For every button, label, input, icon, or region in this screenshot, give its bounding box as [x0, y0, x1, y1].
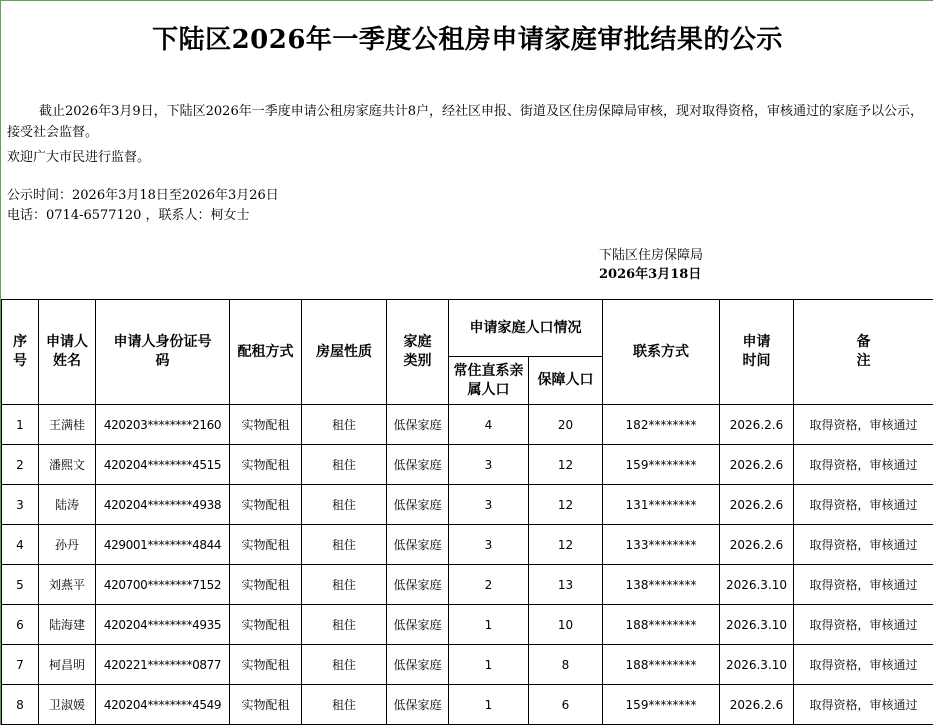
table-row [2, 445, 933, 485]
cell-resident: 1 [449, 645, 529, 685]
header-id [96, 300, 230, 405]
cell-date: 2026.3.10 [720, 645, 794, 685]
header-remark [794, 300, 933, 405]
cell-remark: 取得资格，审核通过 [794, 405, 933, 445]
cell-resident: 1 [449, 605, 529, 645]
table-body [2, 405, 933, 725]
cell-guaranteed: 12 [529, 525, 603, 565]
cell-remark: 取得资格，审核通过 [794, 605, 933, 645]
period-line: 公示时间：2026年3月18日至2026年3月26日 [7, 188, 279, 203]
cell-method: 实物配租 [230, 525, 302, 565]
cell-remark: 取得资格，审核通过 [794, 565, 933, 605]
table-row [2, 565, 933, 605]
header-date-text: 申请时间 [742, 334, 771, 369]
cell-index: 7 [2, 645, 39, 685]
signature-date: 2026年3月18日 [599, 267, 702, 282]
cell-name: 孙丹 [39, 525, 96, 565]
cell-date: 2026.2.6 [720, 485, 794, 525]
header-date [720, 300, 794, 405]
cell-nature: 租住 [302, 485, 387, 525]
results-table [1, 299, 933, 725]
table-row [2, 485, 933, 525]
header-method: 配租方式 [230, 300, 302, 405]
cell-family-type: 低保家庭 [387, 405, 449, 445]
cell-id: 420204********4515 [96, 445, 230, 485]
cell-method: 实物配租 [230, 485, 302, 525]
cell-family-type: 低保家庭 [387, 565, 449, 605]
cell-name: 刘燕平 [39, 565, 96, 605]
cell-method: 实物配租 [230, 445, 302, 485]
cell-id: 420700********7152 [96, 565, 230, 605]
cell-phone: 182******** [603, 405, 720, 445]
cell-name: 陆海建 [39, 605, 96, 645]
cell-remark: 取得资格，审核通过 [794, 685, 933, 725]
cell-family-type: 低保家庭 [387, 485, 449, 525]
page-title: 下陆区2026年一季度公租房申请家庭审批结果的公示 [152, 25, 783, 55]
cell-family-type: 低保家庭 [387, 685, 449, 725]
cell-index: 4 [2, 525, 39, 565]
header-resident [449, 357, 529, 405]
cell-resident: 1 [449, 685, 529, 725]
cell-phone: 159******** [603, 685, 720, 725]
table-row [2, 525, 933, 565]
cell-guaranteed: 12 [529, 485, 603, 525]
cell-guaranteed: 12 [529, 445, 603, 485]
cell-remark: 取得资格，审核通过 [794, 485, 933, 525]
cell-resident: 3 [449, 525, 529, 565]
cell-date: 2026.3.10 [720, 605, 794, 645]
cell-date: 2026.2.6 [720, 445, 794, 485]
cell-family-type: 低保家庭 [387, 605, 449, 645]
cell-resident: 2 [449, 565, 529, 605]
header-family-type-text: 家庭类别 [403, 334, 432, 369]
cell-date: 2026.2.6 [720, 525, 794, 565]
cell-family-type: 低保家庭 [387, 445, 449, 485]
header-resident-text: 常住直系亲属人口 [453, 362, 524, 398]
header-name [39, 300, 96, 405]
cell-guaranteed: 6 [529, 685, 603, 725]
header-index-text: 序号 [13, 334, 27, 369]
cell-nature: 租住 [302, 445, 387, 485]
cell-name: 卫淑媛 [39, 685, 96, 725]
cell-remark: 取得资格，审核通过 [794, 445, 933, 485]
cell-guaranteed: 10 [529, 605, 603, 645]
cell-id: 420221********0877 [96, 645, 230, 685]
cell-phone: 131******** [603, 485, 720, 525]
header-nature: 房屋性质 [302, 300, 387, 405]
cell-nature: 租住 [302, 605, 387, 645]
cell-guaranteed: 13 [529, 565, 603, 605]
cell-id: 429001********4844 [96, 525, 230, 565]
cell-remark: 取得资格，审核通过 [794, 525, 933, 565]
cell-phone: 133******** [603, 525, 720, 565]
cell-id: 420204********4935 [96, 605, 230, 645]
cell-index: 8 [2, 685, 39, 725]
header-population: 申请家庭人口情况 [449, 300, 603, 357]
cell-index: 3 [2, 485, 39, 525]
table-row [2, 405, 933, 445]
cell-id: 420204********4938 [96, 485, 230, 525]
cell-name: 陆涛 [39, 485, 96, 525]
cell-method: 实物配租 [230, 565, 302, 605]
cell-index: 2 [2, 445, 39, 485]
header-index [2, 300, 39, 405]
cell-family-type: 低保家庭 [387, 525, 449, 565]
signature-org: 下陆区住房保障局 [599, 248, 704, 263]
cell-nature: 租住 [302, 565, 387, 605]
cell-guaranteed: 8 [529, 645, 603, 685]
header-remark-text: 备注 [856, 334, 871, 369]
table-row [2, 645, 933, 685]
cell-name: 柯昌明 [39, 645, 96, 685]
header-name-text: 申请人姓名 [46, 334, 88, 369]
cell-method: 实物配租 [230, 605, 302, 645]
cell-nature: 租住 [302, 645, 387, 685]
cell-method: 实物配租 [230, 685, 302, 725]
cell-name: 王满桂 [39, 405, 96, 445]
cell-index: 1 [2, 405, 39, 445]
cell-nature: 租住 [302, 525, 387, 565]
cell-guaranteed: 20 [529, 405, 603, 445]
cell-nature: 租住 [302, 685, 387, 725]
cell-name: 潘熙文 [39, 445, 96, 485]
cell-remark: 取得资格，审核通过 [794, 645, 933, 685]
welcome-line: 欢迎广大市民进行监督。 [7, 150, 151, 165]
cell-method: 实物配租 [230, 405, 302, 445]
cell-index: 5 [2, 565, 39, 605]
intro-paragraph: 截止2026年3月9日，下陆区2026年一季度申请公租房家庭共计8户，经社区申报、街道及区住房保障局审核，现对取得资格，审核通过的家庭予以公示，接受社会监督。 [7, 104, 923, 140]
header-id-text: 申请人身份证号码 [113, 334, 212, 369]
cell-family-type: 低保家庭 [387, 645, 449, 685]
cell-date: 2026.2.6 [720, 405, 794, 445]
cell-date: 2026.2.6 [720, 685, 794, 725]
cell-nature: 租住 [302, 405, 387, 445]
cell-phone: 188******** [603, 605, 720, 645]
header-family-type [387, 300, 449, 405]
cell-id: 420204********4549 [96, 685, 230, 725]
table-row [2, 605, 933, 645]
header-phone: 联系方式 [603, 300, 720, 405]
cell-date: 2026.3.10 [720, 565, 794, 605]
cell-resident: 3 [449, 445, 529, 485]
cell-method: 实物配租 [230, 645, 302, 685]
cell-id: 420203********2160 [96, 405, 230, 445]
cell-phone: 159******** [603, 445, 720, 485]
table-row [2, 685, 933, 725]
cell-phone: 138******** [603, 565, 720, 605]
contact-line: 电话：0714-6577120 ，联系人：柯女士 [7, 208, 250, 223]
cell-phone: 188******** [603, 645, 720, 685]
cell-index: 6 [2, 605, 39, 645]
header-guaranteed: 保障人口 [529, 357, 603, 405]
cell-resident: 3 [449, 485, 529, 525]
cell-resident: 4 [449, 405, 529, 445]
